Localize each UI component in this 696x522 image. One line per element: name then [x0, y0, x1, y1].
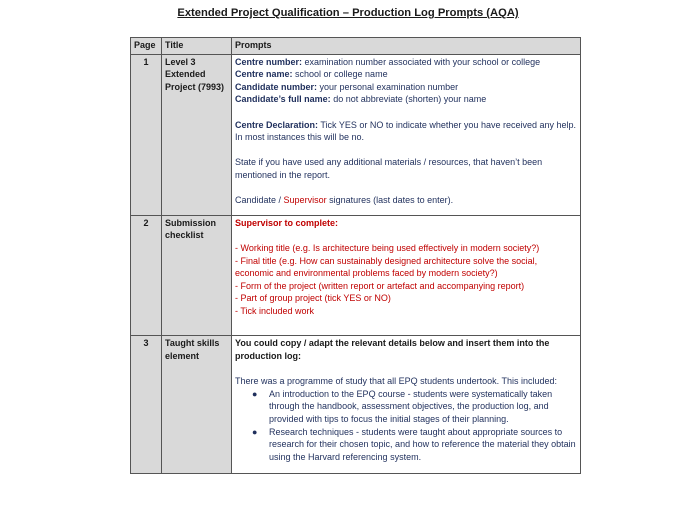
bullet-icon: ●: [252, 388, 258, 399]
centre-declaration-label: Centre Declaration:: [235, 119, 319, 130]
table-row: [131, 54, 581, 215]
list-item-text: Research techniques - students were taught about appropriate sources to research for their chosen topic, and how to reference the material they obtain using the Harvard referencing system.: [269, 426, 576, 462]
row2-page: 2: [131, 215, 162, 336]
header-page: Page: [131, 38, 162, 55]
checklist-item: - Part of group project (tick YES or NO): [235, 293, 391, 304]
prompts-table: [130, 37, 581, 474]
candidate-number-label: Candidate number:: [235, 81, 318, 92]
additional-materials: State if you have used any additional materials / resources, that haven’t been mentioned in the report.: [235, 157, 543, 180]
centre-name-text: school or college name: [292, 69, 388, 80]
header-prompts: Prompts: [232, 38, 581, 55]
list-item-text: An introduction to the EPQ course - students were systematically taken through the handbook, assessment objectives, the production log, and provided with tips to focus the initial stages of their planning.: [269, 388, 553, 425]
row3-page: 3: [131, 336, 162, 474]
programme-list: [235, 388, 577, 464]
candidate-full-name-line: [235, 93, 577, 106]
header-title: Title: [162, 38, 232, 55]
signatures-rest: signatures (last dates to enter).: [326, 195, 454, 206]
checklist-item: - Form of the project (written report or artefact and accompanying report): [235, 280, 525, 291]
signatures-supervisor: Supervisor: [283, 195, 327, 206]
candidate-number-line: [235, 81, 577, 94]
row1-page: 1: [131, 54, 162, 215]
candidate-number-text: your personal examination number: [317, 81, 459, 92]
checklist-item: - Tick included work: [235, 305, 315, 316]
checklist-item: - Final title (e.g. How can sustainably designed architecture solve the social, economic and environmental problems faced by modern society?): [235, 255, 538, 279]
centre-number-label: Centre number:: [235, 56, 303, 67]
row3-prompts: [232, 336, 581, 474]
centre-name-label: Centre name:: [235, 69, 293, 80]
list-item: [252, 426, 577, 464]
checklist-item: - Working title (e.g. Is architecture being used effectively in modern society?): [235, 242, 540, 253]
signatures-line: [235, 194, 577, 207]
bullet-icon: ●: [252, 426, 258, 437]
candidate-full-name-text: do not abbreviate (shorten) your name: [330, 94, 487, 105]
row1-title: Level 3 Extended Project (7993): [162, 54, 232, 215]
row2-prompts: [232, 215, 581, 336]
list-item: [252, 388, 577, 426]
row1-prompts: [232, 54, 581, 215]
table-row: [131, 215, 581, 336]
centre-number-text: examination number associated with your school or college: [302, 56, 541, 67]
candidate-full-name-label: Candidate’s full name:: [235, 94, 331, 105]
table-header-row: [131, 38, 581, 55]
centre-number-line: [235, 56, 577, 69]
centre-declaration: [235, 119, 577, 144]
centre-declaration-text: Tick YES or NO to indicate whether you have received any help. In most instances this will be no.: [235, 119, 577, 143]
supervisor-heading: Supervisor to complete:: [235, 217, 339, 228]
row2-title: Submission checklist: [162, 215, 232, 336]
row3-title: Taught skills element: [162, 336, 232, 474]
programme-intro: There was a programme of study that all EPQ students undertook. This included:: [235, 376, 558, 387]
document-title: Extended Project Qualification – Production Log Prompts (AQA): [177, 7, 519, 19]
table-row: [131, 336, 581, 474]
centre-name-line: [235, 68, 577, 81]
signatures-candidate: Candidate /: [235, 195, 284, 206]
copy-adapt-heading: You could copy / adapt the relevant details below and insert them into the production log:: [235, 338, 550, 362]
